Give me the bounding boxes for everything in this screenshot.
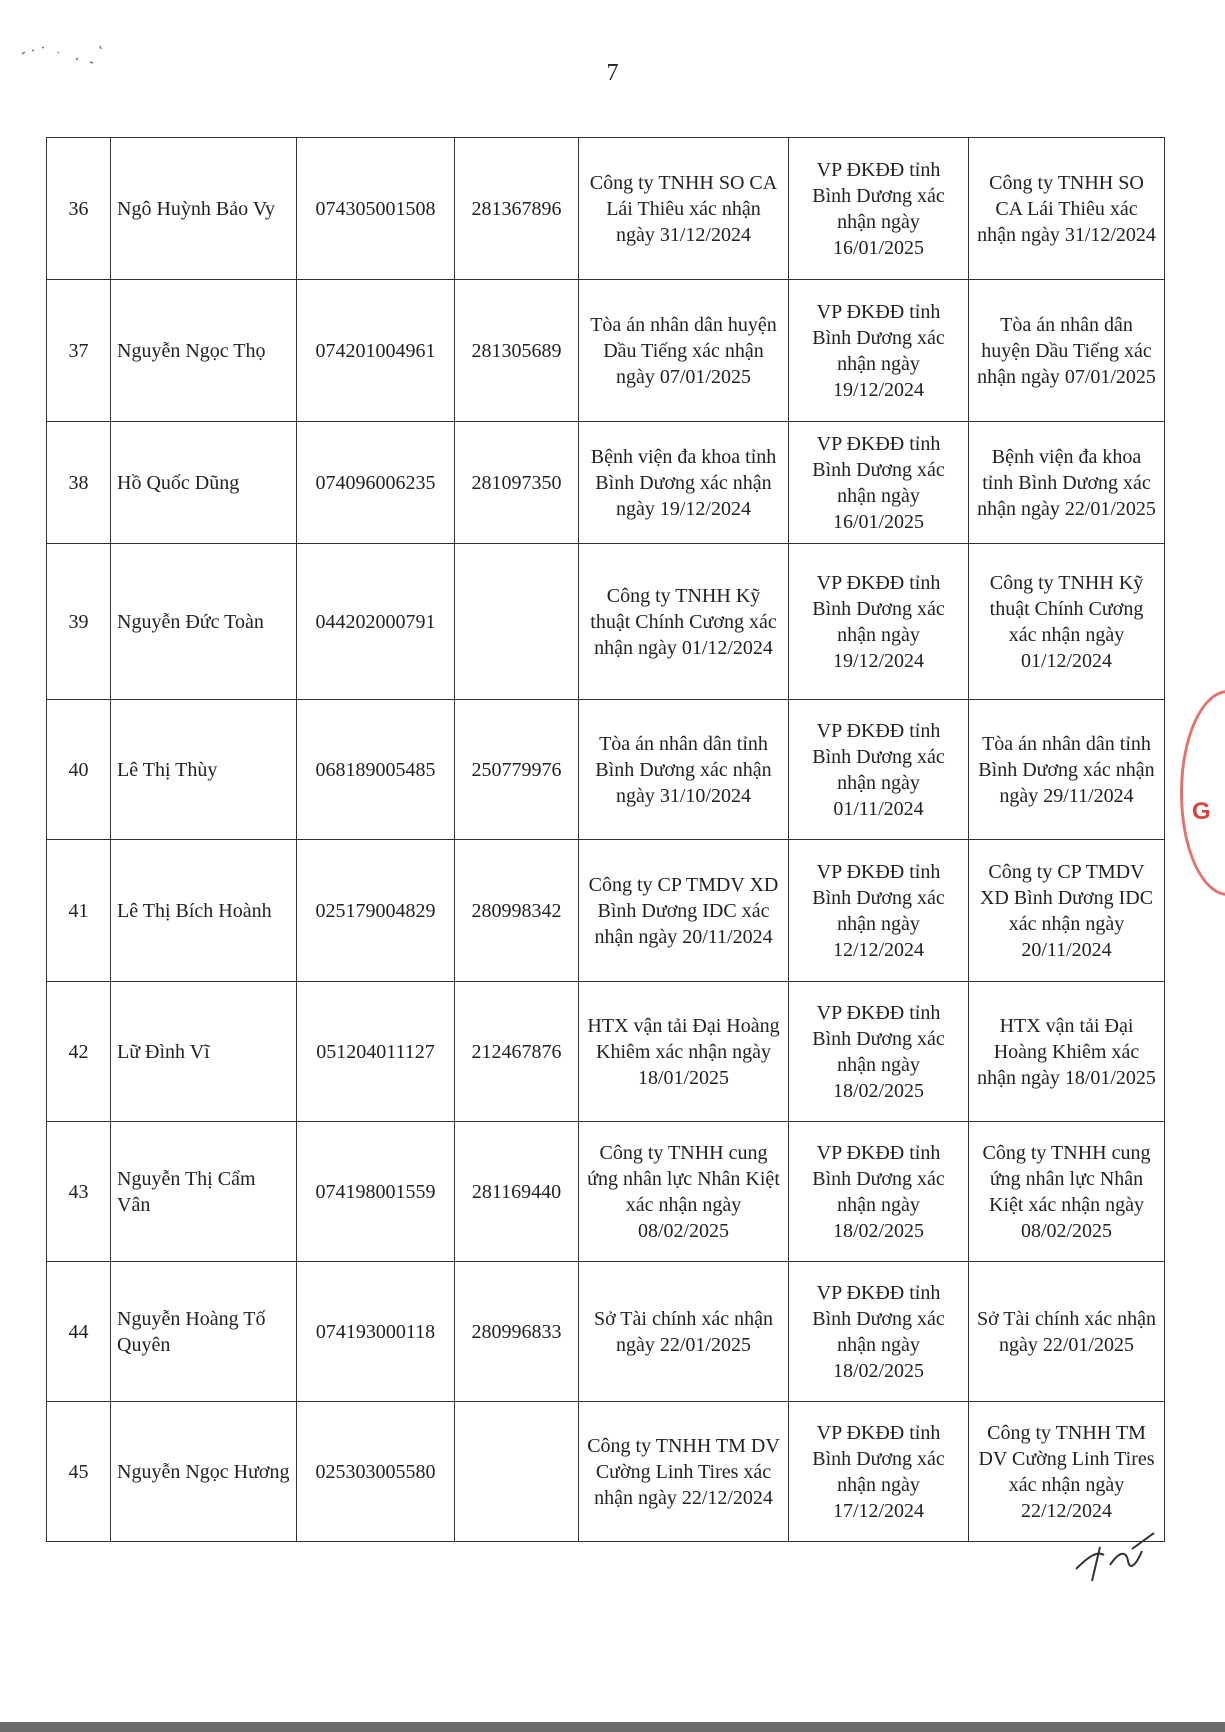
old-id: 281367896 [455, 138, 579, 280]
confirmation-1: Công ty TNHH SO CA Lái Thiêu xác nhận ngày 31/12/2024 [579, 138, 789, 280]
row-number: 38 [47, 422, 111, 544]
row-number: 40 [47, 700, 111, 840]
red-stamp [1180, 690, 1225, 896]
page-number: 7 [606, 60, 619, 86]
table-row [47, 1402, 1165, 1542]
table-row [47, 138, 1165, 280]
confirmation-2: VP ĐKĐĐ tỉnh Bình Dương xác nhận ngày 18/02/2025 [789, 1122, 969, 1262]
confirmation-2: VP ĐKĐĐ tỉnh Bình Dương xác nhận ngày 19/12/2024 [789, 280, 969, 422]
confirmation-1: Tòa án nhân dân tỉnh Bình Dương xác nhận ngày 31/10/2024 [579, 700, 789, 840]
confirmation-2: VP ĐKĐĐ tỉnh Bình Dương xác nhận ngày 18/02/2025 [789, 1262, 969, 1402]
old-id: 280996833 [455, 1262, 579, 1402]
citizen-id: 074198001559 [297, 1122, 455, 1262]
full-name: Nguyễn Hoàng Tố Quyên [111, 1262, 297, 1402]
citizen-id: 074201004961 [297, 280, 455, 422]
table-row [47, 700, 1165, 840]
row-number: 41 [47, 840, 111, 982]
row-number: 37 [47, 280, 111, 422]
confirmation-1: HTX vận tải Đại Hoàng Khiêm xác nhận ngày 18/01/2025 [579, 982, 789, 1122]
table-row [47, 1122, 1165, 1262]
citizen-id: 051204011127 [297, 982, 455, 1122]
confirmation-3: Bệnh viện đa khoa tỉnh Bình Dương xác nhận ngày 22/01/2025 [969, 422, 1165, 544]
citizen-id: 068189005485 [297, 700, 455, 840]
confirmation-1: Công ty CP TMDV XD Bình Dương IDC xác nhận ngày 20/11/2024 [579, 840, 789, 982]
old-id [455, 544, 579, 700]
full-name: Lê Thị Bích Hoành [111, 840, 297, 982]
confirmation-2: VP ĐKĐĐ tỉnh Bình Dương xác nhận ngày 19/12/2024 [789, 544, 969, 700]
table-row [47, 280, 1165, 422]
confirmation-3: Công ty TNHH SO CA Lái Thiêu xác nhận ngày 31/12/2024 [969, 138, 1165, 280]
old-id: 281305689 [455, 280, 579, 422]
signature [1070, 1525, 1160, 1590]
table-row [47, 840, 1165, 982]
citizen-id: 025179004829 [297, 840, 455, 982]
confirmation-1: Sở Tài chính xác nhận ngày 22/01/2025 [579, 1262, 789, 1402]
stamp-text: G [1192, 798, 1211, 825]
confirmation-1: Bệnh viện đa khoa tỉnh Bình Dương xác nhận ngày 19/12/2024 [579, 422, 789, 544]
full-name: Ngô Huỳnh Bảo Vy [111, 138, 297, 280]
confirmation-3: HTX vận tải Đại Hoàng Khiêm xác nhận ngày 18/01/2025 [969, 982, 1165, 1122]
confirmation-3: Sở Tài chính xác nhận ngày 22/01/2025 [969, 1262, 1165, 1402]
old-id: 212467876 [455, 982, 579, 1122]
confirmation-1: Công ty TNHH Kỹ thuật Chính Cương xác nhận ngày 01/12/2024 [579, 544, 789, 700]
table-row [47, 1262, 1165, 1402]
confirmation-1: Công ty TNHH TM DV Cường Linh Tires xác nhận ngày 22/12/2024 [579, 1402, 789, 1542]
citizen-id: 044202000791 [297, 544, 455, 700]
full-name: Nguyễn Đức Toàn [111, 544, 297, 700]
citizen-id: 074193000118 [297, 1262, 455, 1402]
confirmation-2: VP ĐKĐĐ tỉnh Bình Dương xác nhận ngày 01/11/2024 [789, 700, 969, 840]
confirmation-3: Tòa án nhân dân tỉnh Bình Dương xác nhận ngày 29/11/2024 [969, 700, 1165, 840]
citizen-id: 025303005580 [297, 1402, 455, 1542]
old-id: 281097350 [455, 422, 579, 544]
row-number: 44 [47, 1262, 111, 1402]
confirmation-2: VP ĐKĐĐ tỉnh Bình Dương xác nhận ngày 16/01/2025 [789, 138, 969, 280]
row-number: 36 [47, 138, 111, 280]
table-row [47, 422, 1165, 544]
full-name: Nguyễn Ngọc Thọ [111, 280, 297, 422]
confirmation-2: VP ĐKĐĐ tỉnh Bình Dương xác nhận ngày 18/02/2025 [789, 982, 969, 1122]
full-name: Hồ Quốc Dũng [111, 422, 297, 544]
full-name: Nguyễn Ngọc Hương [111, 1402, 297, 1542]
row-number: 39 [47, 544, 111, 700]
old-id [455, 1402, 579, 1542]
confirmation-3: Công ty TNHH TM DV Cường Linh Tires xác nhận ngày 22/12/2024 [969, 1402, 1165, 1542]
citizen-id: 074096006235 [297, 422, 455, 544]
confirmation-3: Công ty TNHH Kỹ thuật Chính Cương xác nhận ngày 01/12/2024 [969, 544, 1165, 700]
old-id: 280998342 [455, 840, 579, 982]
registry-table [46, 137, 1165, 1542]
confirmation-3: Tòa án nhân dân huyện Dầu Tiếng xác nhận ngày 07/01/2025 [969, 280, 1165, 422]
confirmation-2: VP ĐKĐĐ tỉnh Bình Dương xác nhận ngày 16/01/2025 [789, 422, 969, 544]
table-row [47, 982, 1165, 1122]
row-number: 43 [47, 1122, 111, 1262]
confirmation-3: Công ty CP TMDV XD Bình Dương IDC xác nhận ngày 20/11/2024 [969, 840, 1165, 982]
row-number: 42 [47, 982, 111, 1122]
confirmation-2: VP ĐKĐĐ tỉnh Bình Dương xác nhận ngày 17/12/2024 [789, 1402, 969, 1542]
confirmation-3: Công ty TNHH cung ứng nhân lực Nhân Kiệt xác nhận ngày 08/02/2025 [969, 1122, 1165, 1262]
confirmation-1: Công ty TNHH cung ứng nhân lực Nhân Kiệt xác nhận ngày 08/02/2025 [579, 1122, 789, 1262]
full-name: Lữ Đình Vĩ [111, 982, 297, 1122]
old-id: 250779976 [455, 700, 579, 840]
confirmation-1: Tòa án nhân dân huyện Dầu Tiếng xác nhận ngày 07/01/2025 [579, 280, 789, 422]
confirmation-2: VP ĐKĐĐ tỉnh Bình Dương xác nhận ngày 12/12/2024 [789, 840, 969, 982]
scan-bottom-edge [0, 1722, 1225, 1732]
old-id: 281169440 [455, 1122, 579, 1262]
full-name: Nguyễn Thị Cẩm Vân [111, 1122, 297, 1262]
table-row [47, 544, 1165, 700]
full-name: Lê Thị Thùy [111, 700, 297, 840]
row-number: 45 [47, 1402, 111, 1542]
citizen-id: 074305001508 [297, 138, 455, 280]
